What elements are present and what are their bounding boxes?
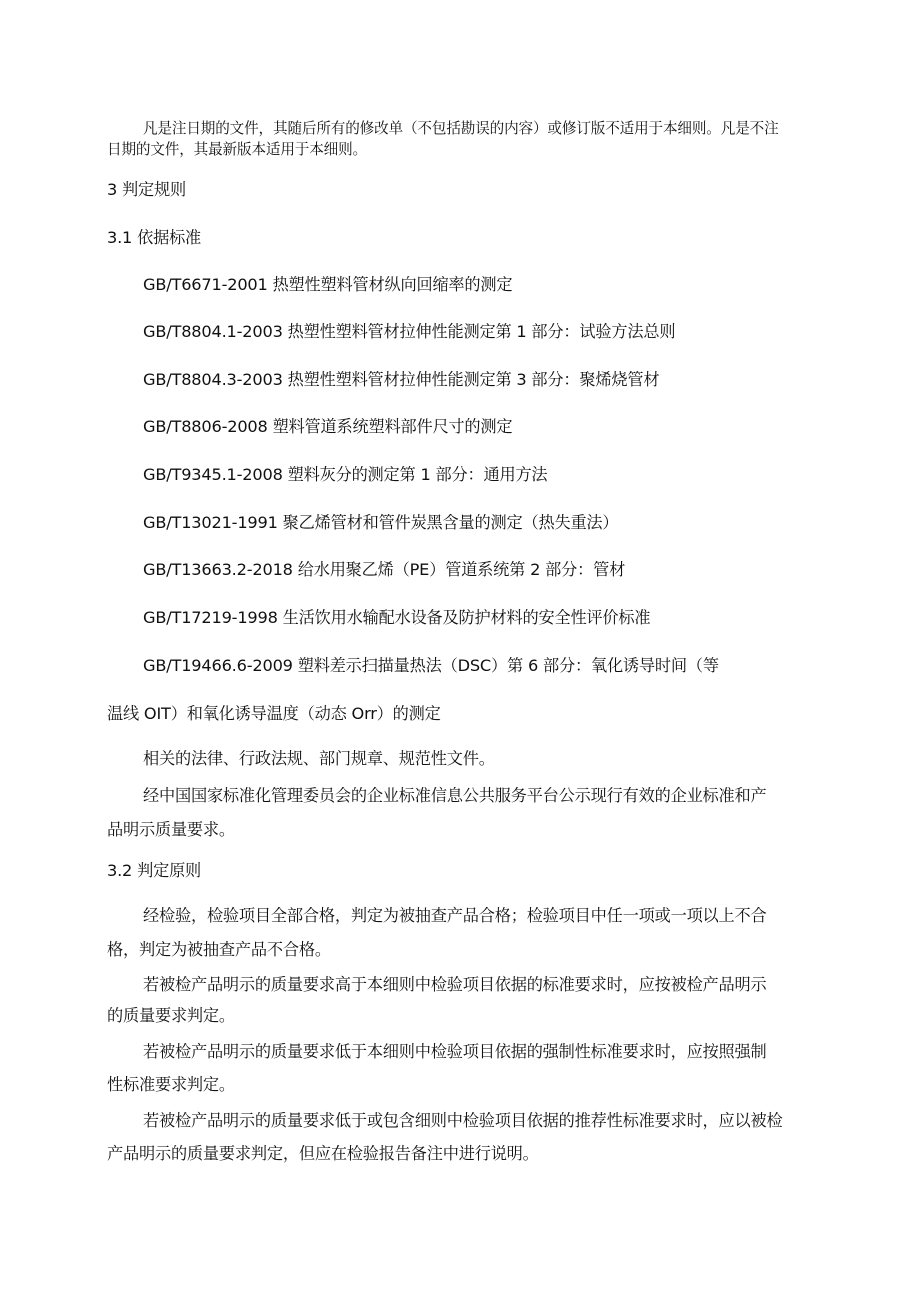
standard-item: GB/T19466.6-2009 塑料差示扫描量热法（DSC）第 6 部分：氧化诱导时间（等 bbox=[143, 656, 719, 675]
enterprise-standard-line-2: 品明示质量要求。 bbox=[107, 820, 235, 839]
principle-3-line-2: 性标准要求判定。 bbox=[107, 1075, 235, 1094]
standard-item: GB/T8804.1-2003 热塑性塑料管材拉伸性能测定第 1 部分：试验方法总则 bbox=[143, 322, 676, 341]
standard-item: GB/T17219-1998 生活饮用水输配水设备及防护材料的安全性评价标准 bbox=[143, 608, 651, 627]
section-3-heading: 3 判定规则 bbox=[107, 180, 186, 199]
section-3-1-heading: 3.1 依据标准 bbox=[107, 228, 202, 247]
principle-2-line-2: 的质量要求判定。 bbox=[107, 1006, 235, 1025]
standard-item-continuation: 温线 OIT）和氧化诱导温度（动态 Orr）的测定 bbox=[107, 704, 441, 723]
standard-item: GB/T6671-2001 热塑性塑料管材纵向回缩率的测定 bbox=[143, 275, 513, 294]
principle-3-line-1: 若被检产品明示的质量要求低于本细则中检验项目依据的强制性标准要求时，应按照强制 bbox=[143, 1042, 767, 1061]
intro-line-2: 日期的文件，其最新版本适用于本细则。 bbox=[107, 141, 367, 158]
intro-line-1: 凡是注日期的文件，其随后所有的修改单（不包括勘误的内容）或修订版不适用于本细则。凡是不注 bbox=[143, 120, 779, 137]
standard-item: GB/T8806-2008 塑料管道系统塑料部件尺寸的测定 bbox=[143, 417, 513, 436]
principle-1-line-1: 经检验，检验项目全部合格，判定为被抽查产品合格；检验项目中任一项或一项以上不合 bbox=[143, 906, 767, 925]
standard-item: GB/T13663.2-2018 给水用聚乙烯（PE）管道系统第 2 部分：管材 bbox=[143, 560, 626, 579]
standard-item: GB/T8804.3-2003 热塑性塑料管材拉伸性能测定第 3 部分：聚烯烧管材 bbox=[143, 370, 660, 389]
laws-line: 相关的法律、行政法规、部门规章、规范性文件。 bbox=[143, 749, 495, 768]
enterprise-standard-line-1: 经中国国家标准化管理委员会的企业标准信息公共服务平台公示现行有效的企业标准和产 bbox=[143, 786, 767, 805]
principle-4-line-1: 若被检产品明示的质量要求低于或包含细则中检验项目依据的推荐性标准要求时，应以被检 bbox=[143, 1111, 783, 1130]
section-3-2-heading: 3.2 判定原则 bbox=[107, 861, 202, 880]
principle-2-line-1: 若被检产品明示的质量要求高于本细则中检验项目依据的标准要求时，应按被检产品明示 bbox=[143, 975, 767, 994]
principle-1-line-2: 格，判定为被抽查产品不合格。 bbox=[107, 940, 331, 959]
standard-item: GB/T13021-1991 聚乙烯管材和管件炭黑含量的测定（热失重法） bbox=[143, 513, 619, 532]
standard-item: GB/T9345.1-2008 塑料灰分的测定第 1 部分：通用方法 bbox=[143, 465, 548, 484]
principle-4-line-2: 产品明示的质量要求判定，但应在检验报告备注中进行说明。 bbox=[107, 1144, 539, 1163]
